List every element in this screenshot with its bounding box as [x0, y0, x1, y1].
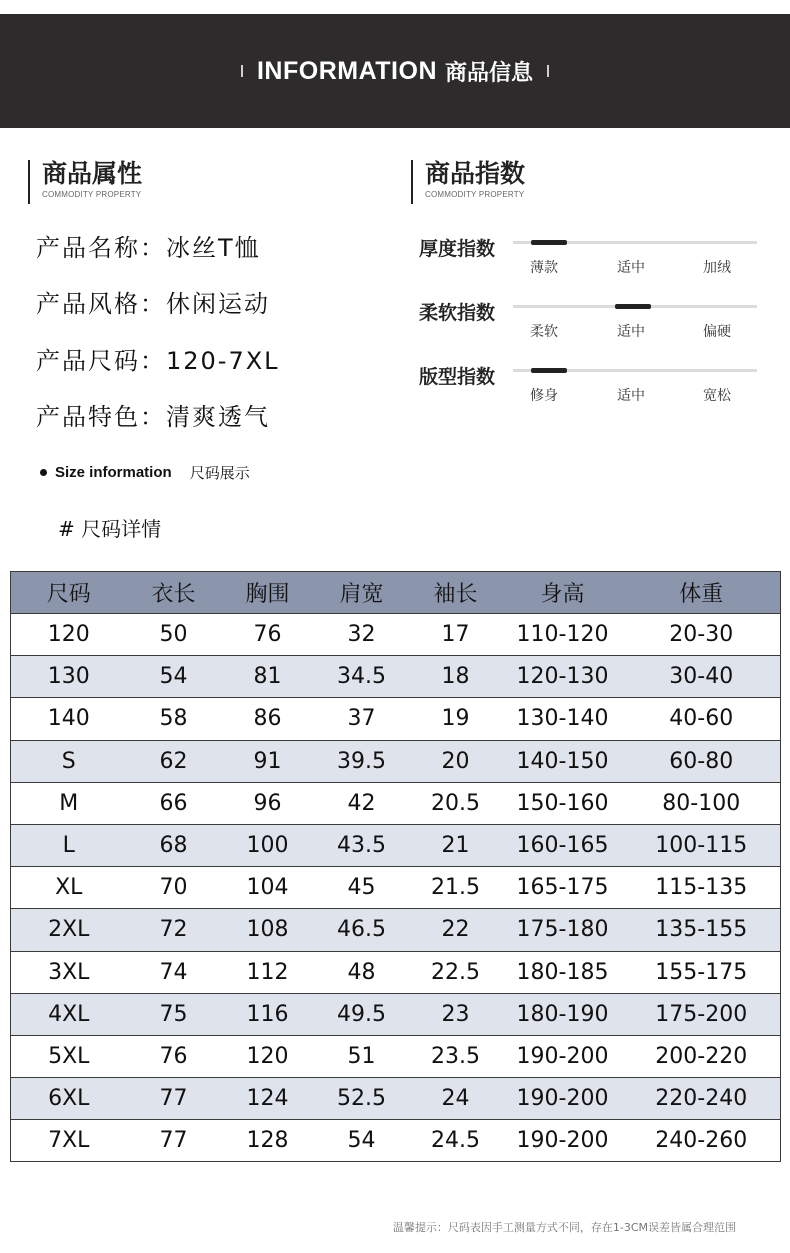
index-option: 柔软	[530, 324, 558, 340]
table-cell: 39.5	[315, 740, 409, 782]
index-option: 宽松	[703, 388, 731, 404]
table-cell: 175-200	[623, 993, 781, 1035]
table-cell: 115-135	[623, 867, 781, 909]
table-header-cell: 袖长	[409, 572, 503, 614]
property-value: 120-7XL	[166, 347, 280, 375]
index-option: 适中	[617, 260, 645, 276]
table-cell: 58	[127, 698, 221, 740]
table-cell: 17	[409, 614, 503, 656]
index-option: 适中	[617, 388, 645, 404]
table-cell: 91	[221, 740, 315, 782]
table-cell: 48	[315, 951, 409, 993]
table-cell: 76	[127, 1035, 221, 1077]
table-cell: 104	[221, 867, 315, 909]
table-cell: 77	[127, 1078, 221, 1120]
table-cell: 190-200	[503, 1078, 623, 1120]
bullet-dot-icon	[40, 469, 47, 476]
table-cell: 180-185	[503, 951, 623, 993]
table-cell: 175-180	[503, 909, 623, 951]
table-cell: 50	[127, 614, 221, 656]
table-cell: 100-115	[623, 824, 781, 866]
table-cell: 52.5	[315, 1078, 409, 1120]
index-option: 薄款	[530, 260, 558, 276]
table-row	[11, 1078, 781, 1120]
size-detail-title: # 尺码详情	[58, 517, 162, 541]
table-cell: 165-175	[503, 867, 623, 909]
table-cell: 24	[409, 1078, 503, 1120]
table-cell: 7XL	[11, 1120, 127, 1162]
table-cell: 32	[315, 614, 409, 656]
index-heading	[411, 160, 525, 204]
table-cell: 130	[11, 656, 127, 698]
table-cell: 20.5	[409, 782, 503, 824]
property-label: 产品风格：	[36, 290, 166, 318]
table-cell: M	[11, 782, 127, 824]
table-cell: 120-130	[503, 656, 623, 698]
table-cell: 6XL	[11, 1078, 127, 1120]
table-cell: 18	[409, 656, 503, 698]
table-cell: 46.5	[315, 909, 409, 951]
table-cell: 20-30	[623, 614, 781, 656]
property-row-style	[36, 284, 270, 319]
table-cell: 120	[11, 614, 127, 656]
table-header-cell: 身高	[503, 572, 623, 614]
table-header-cell: 衣长	[127, 572, 221, 614]
table-cell: 100	[221, 824, 315, 866]
table-cell: 19	[409, 698, 503, 740]
property-label: 产品名称：	[36, 234, 166, 262]
table-cell: 116	[221, 993, 315, 1035]
property-heading-title: 商品属性	[42, 159, 143, 188]
table-header-cell: 肩宽	[315, 572, 409, 614]
table-cell: 22	[409, 909, 503, 951]
property-heading-subtitle: COMMODITY PROPERTY	[42, 190, 142, 199]
index-marker-softness	[615, 304, 651, 309]
table-cell: 66	[127, 782, 221, 824]
table-cell: L	[11, 824, 127, 866]
table-cell: 43.5	[315, 824, 409, 866]
property-value: 休闲运动	[166, 290, 270, 318]
table-cell: 180-190	[503, 993, 623, 1035]
table-cell: 24.5	[409, 1120, 503, 1162]
property-label: 产品尺码：	[36, 347, 166, 375]
table-cell: 30-40	[623, 656, 781, 698]
index-option: 偏硬	[703, 324, 731, 340]
index-heading-subtitle: COMMODITY PROPERTY	[425, 190, 525, 199]
table-cell: 2XL	[11, 909, 127, 951]
table-cell: 135-155	[623, 909, 781, 951]
table-header-cell: 尺码	[11, 572, 127, 614]
table-cell: 72	[127, 909, 221, 951]
table-cell: 4XL	[11, 993, 127, 1035]
table-cell: 160-165	[503, 824, 623, 866]
table-cell: 21.5	[409, 867, 503, 909]
size-table-header-row	[11, 572, 781, 614]
table-cell: 54	[315, 1120, 409, 1162]
table-cell: S	[11, 740, 127, 782]
size-info-cn: 尺码展示	[189, 464, 250, 482]
table-cell: 74	[127, 951, 221, 993]
property-row-size	[36, 341, 280, 376]
table-cell: 3XL	[11, 951, 127, 993]
index-track-fit	[513, 369, 757, 372]
index-heading-title: 商品指数	[425, 159, 526, 188]
index-label-softness: 柔软指数	[419, 302, 496, 324]
table-row	[11, 740, 781, 782]
table-cell: 120	[221, 1035, 315, 1077]
table-header-cell: 胸围	[221, 572, 315, 614]
table-cell: 34.5	[315, 656, 409, 698]
table-cell: 155-175	[623, 951, 781, 993]
property-row-feature	[36, 397, 270, 432]
property-row-name	[36, 228, 261, 263]
table-cell: 51	[315, 1035, 409, 1077]
index-option: 修身	[530, 388, 558, 404]
size-table-body	[11, 614, 781, 1162]
table-row	[11, 867, 781, 909]
table-cell: 81	[221, 656, 315, 698]
table-cell: 80-100	[623, 782, 781, 824]
size-table-head	[11, 572, 781, 614]
banner-left-bar	[241, 65, 243, 77]
table-row	[11, 951, 781, 993]
property-value: 冰丝T恤	[166, 234, 261, 262]
table-cell: 20	[409, 740, 503, 782]
index-track-thickness	[513, 241, 757, 244]
table-row	[11, 656, 781, 698]
table-cell: 5XL	[11, 1035, 127, 1077]
index-label-thickness: 厚度指数	[419, 238, 496, 260]
footnote: 温馨提示：尺码表因手工测量方式不同，存在1-3CM误差皆属合理范围	[392, 1221, 736, 1234]
property-label: 产品特色：	[36, 403, 166, 431]
size-info-en: Size information	[55, 464, 172, 481]
index-track-softness	[513, 305, 757, 308]
table-cell: 190-200	[503, 1035, 623, 1077]
table-cell: 240-260	[623, 1120, 781, 1162]
table-cell: 62	[127, 740, 221, 782]
table-cell: 60-80	[623, 740, 781, 782]
table-cell: 40-60	[623, 698, 781, 740]
banner-title-en: INFORMATION	[256, 56, 437, 85]
table-cell: XL	[11, 867, 127, 909]
index-marker-fit	[531, 368, 567, 373]
table-cell: 70	[127, 867, 221, 909]
table-cell: 110-120	[503, 614, 623, 656]
table-cell: 150-160	[503, 782, 623, 824]
table-row	[11, 698, 781, 740]
index-label-fit: 版型指数	[419, 366, 496, 388]
table-cell: 200-220	[623, 1035, 781, 1077]
index-option: 加绒	[703, 260, 731, 276]
table-cell: 37	[315, 698, 409, 740]
table-cell: 54	[127, 656, 221, 698]
index-marker-thickness	[531, 240, 567, 245]
table-cell: 96	[221, 782, 315, 824]
table-cell: 86	[221, 698, 315, 740]
table-cell: 112	[221, 951, 315, 993]
property-value: 清爽透气	[166, 403, 270, 431]
table-cell: 76	[221, 614, 315, 656]
table-row	[11, 824, 781, 866]
table-cell: 128	[221, 1120, 315, 1162]
table-cell: 190-200	[503, 1120, 623, 1162]
table-cell: 75	[127, 993, 221, 1035]
banner-right-bar	[547, 65, 549, 77]
table-row	[11, 1035, 781, 1077]
table-cell: 220-240	[623, 1078, 781, 1120]
table-row	[11, 909, 781, 951]
index-option: 适中	[617, 324, 645, 340]
size-info-label	[40, 462, 250, 483]
table-cell: 23.5	[409, 1035, 503, 1077]
table-cell: 21	[409, 824, 503, 866]
table-row	[11, 1120, 781, 1162]
table-cell: 140	[11, 698, 127, 740]
table-row	[11, 614, 781, 656]
banner-title-cn: 商品信息	[445, 60, 534, 86]
size-table	[10, 571, 781, 1162]
table-cell: 77	[127, 1120, 221, 1162]
table-cell: 45	[315, 867, 409, 909]
table-cell: 23	[409, 993, 503, 1035]
table-cell: 140-150	[503, 740, 623, 782]
table-cell: 68	[127, 824, 221, 866]
table-cell: 49.5	[315, 993, 409, 1035]
table-cell: 108	[221, 909, 315, 951]
info-banner	[0, 14, 790, 128]
table-cell: 42	[315, 782, 409, 824]
property-heading	[28, 160, 142, 204]
table-cell: 124	[221, 1078, 315, 1120]
table-row	[11, 993, 781, 1035]
table-header-cell: 体重	[623, 572, 781, 614]
table-cell: 22.5	[409, 951, 503, 993]
table-cell: 130-140	[503, 698, 623, 740]
table-row	[11, 782, 781, 824]
